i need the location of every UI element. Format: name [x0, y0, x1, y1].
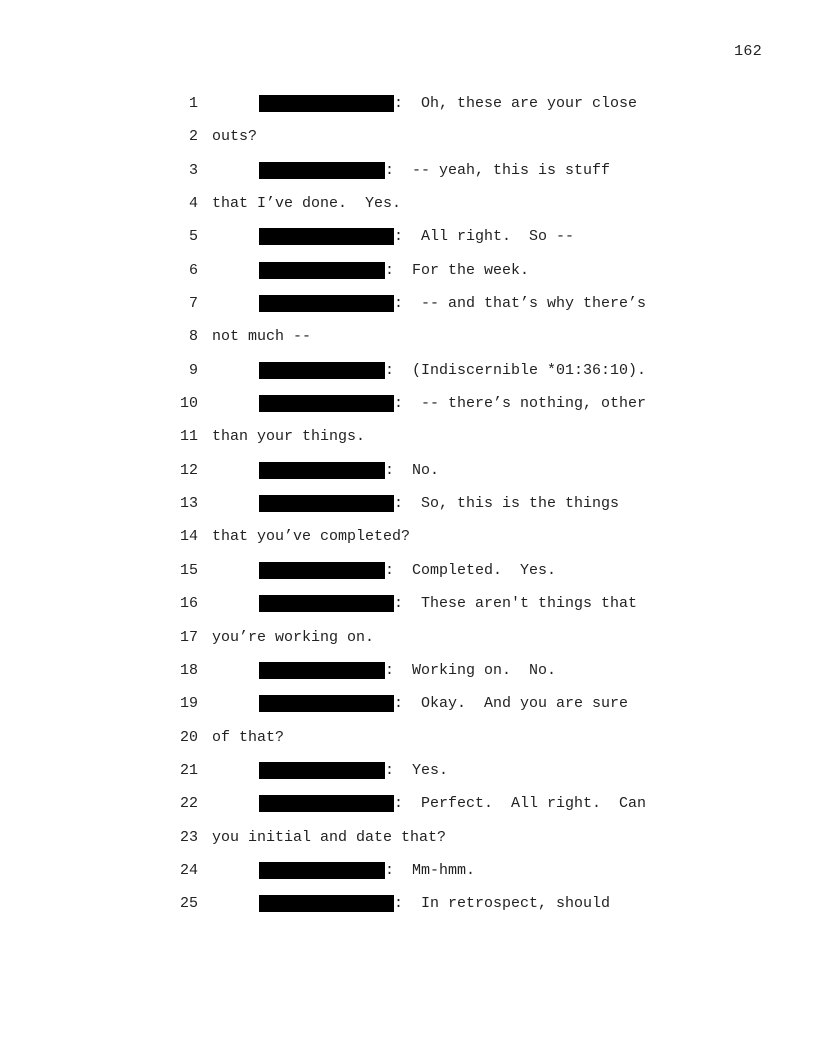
speaker-name-redaction: [259, 895, 394, 912]
speech-text: : Okay. And you are sure: [394, 695, 629, 713]
speaker-name-redaction: [259, 695, 394, 712]
line-number: 7: [188, 295, 198, 313]
line-number: 25: [179, 895, 198, 913]
transcript-line: [160, 787, 720, 820]
transcript-line: [160, 754, 720, 787]
speech-text: : Perfect. All right. Can: [394, 795, 647, 813]
transcript-line: [160, 687, 720, 720]
speech-text: : Yes.: [385, 761, 449, 779]
line-number: 22: [179, 795, 198, 813]
line-number: 23: [179, 828, 198, 846]
speaker-name-redaction: [259, 162, 385, 179]
speech-text: : Completed. Yes.: [385, 561, 557, 579]
transcript-line: [160, 187, 720, 220]
speaker-name-redaction: [259, 495, 394, 512]
speech-text: : -- and that’s why there’s: [394, 295, 647, 313]
line-number: 21: [179, 761, 198, 779]
speech-text: : (Indiscernible *01:36:10).: [385, 361, 647, 379]
line-number: 19: [179, 695, 198, 713]
line-number: 11: [179, 428, 198, 446]
line-number: 6: [188, 261, 198, 279]
line-number: 20: [179, 728, 198, 746]
transcript-line: [160, 587, 720, 620]
continuation-text: of that?: [212, 728, 285, 746]
speech-text: : No.: [385, 461, 440, 479]
transcript-line: [160, 554, 720, 587]
transcript-line: [160, 87, 720, 120]
speech-text: : -- yeah, this is stuff: [385, 161, 611, 179]
speech-text: : For the week.: [385, 261, 530, 279]
transcript-line: [160, 287, 720, 320]
transcript-line: [160, 120, 720, 153]
speaker-name-redaction: [259, 662, 385, 679]
speaker-name-redaction: [259, 562, 385, 579]
continuation-text: not much --: [212, 328, 312, 346]
continuation-text: that I’ve done. Yes.: [212, 195, 402, 213]
continuation-text: you’re working on.: [212, 628, 375, 646]
transcript-line: [160, 854, 720, 887]
speech-text: : -- there’s nothing, other: [394, 395, 647, 413]
transcript-line: [160, 354, 720, 387]
line-number: 5: [188, 228, 198, 246]
line-number: 10: [179, 395, 198, 413]
speech-text: : All right. So --: [394, 228, 575, 246]
page-number: 162: [734, 43, 762, 60]
continuation-text: you initial and date that?: [212, 828, 447, 846]
transcript-line: [160, 454, 720, 487]
transcript-line: [160, 387, 720, 420]
speaker-name-redaction: [259, 262, 385, 279]
transcript-line: [160, 654, 720, 687]
speech-text: : Mm-hmm.: [385, 861, 476, 879]
line-number: 3: [188, 161, 198, 179]
transcript-body: [160, 87, 720, 921]
line-number: 12: [179, 461, 198, 479]
line-number: 17: [179, 628, 198, 646]
transcript-line: [160, 220, 720, 253]
line-number: 13: [179, 495, 198, 513]
transcript-line: [160, 320, 720, 353]
transcript-line: [160, 887, 720, 920]
speech-text: : Working on. No.: [385, 661, 557, 679]
speaker-name-redaction: [259, 295, 394, 312]
line-number: 1: [188, 95, 198, 112]
transcript-line: [160, 721, 720, 754]
line-number: 2: [188, 128, 198, 146]
transcript-line: [160, 520, 720, 553]
speaker-name-redaction: [259, 95, 394, 112]
continuation-text: than your things.: [212, 428, 366, 446]
transcript-line: [160, 821, 720, 854]
transcript-line: [160, 487, 720, 520]
continuation-text: outs?: [212, 128, 258, 146]
speaker-name-redaction: [259, 228, 394, 245]
line-number: 4: [188, 195, 198, 213]
line-number: 14: [179, 528, 198, 546]
line-number: 8: [188, 328, 198, 346]
speaker-name-redaction: [259, 595, 394, 612]
speech-text: : These aren't things that: [394, 595, 638, 613]
line-number: 24: [179, 861, 198, 879]
transcript-line: [160, 254, 720, 287]
transcript-line: [160, 621, 720, 654]
line-number: 16: [179, 595, 198, 613]
line-number: 9: [188, 361, 198, 379]
speaker-name-redaction: [259, 762, 385, 779]
line-number: 15: [179, 561, 198, 579]
speech-text: : So, this is the things: [394, 495, 620, 513]
speaker-name-redaction: [259, 395, 394, 412]
continuation-text: that you’ve completed?: [212, 528, 411, 546]
line-number: 18: [179, 661, 198, 679]
transcript-line: [160, 420, 720, 453]
speech-text: : Oh, these are your close: [394, 95, 638, 112]
speaker-name-redaction: [259, 362, 385, 379]
speaker-name-redaction: [259, 795, 394, 812]
speaker-name-redaction: [259, 462, 385, 479]
speaker-name-redaction: [259, 862, 385, 879]
speech-text: : In retrospect, should: [394, 895, 611, 913]
transcript-line: [160, 154, 720, 187]
